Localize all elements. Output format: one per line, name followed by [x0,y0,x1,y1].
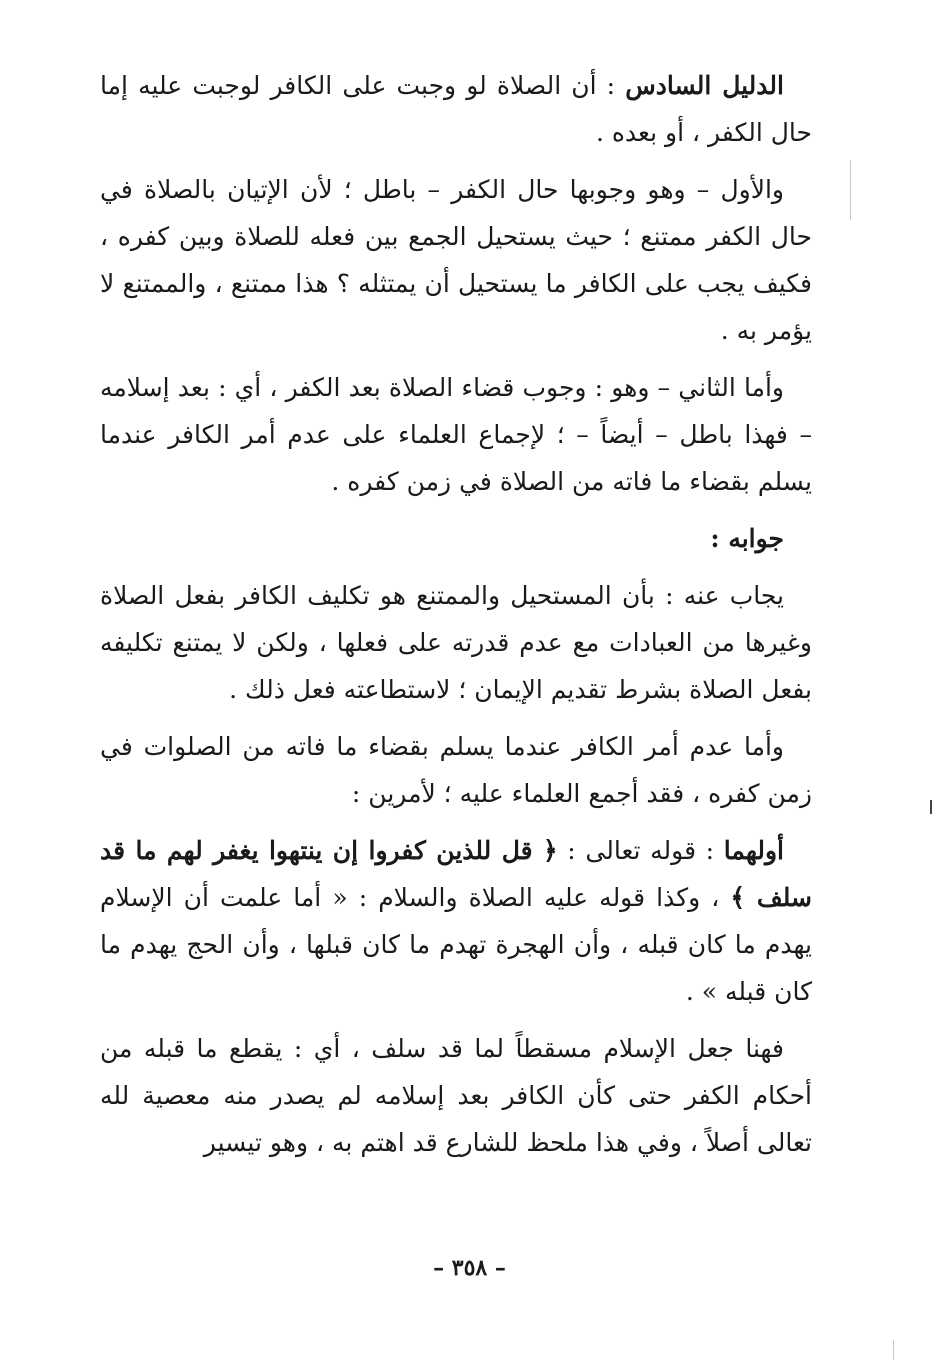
document-body [100,62,812,1176]
paragraph-text: والأول – وهو وجوبها حال الكفر – باطل ؛ لأن الإتيان بالصلاة في حال الكفر ممتنع ؛ حيث يستحيل الجمع بين فعله للصلاة وبين كفره ، فكيف يجب على الكافر ما يستحيل أن يمتثله ؟ هذا ممتنع ، والممتنع لا يؤمر به . [100,175,812,345]
paragraph-text: وأما عدم أمر الكافر عندما يسلم بقضاء ما فاته من الصلوات في زمن كفره ، فقد أجمع العلماء عليه ؛ لأمرين : [100,732,812,808]
scan-edge-mark [930,800,932,814]
paragraph-lead: الدليل السادس [625,71,784,100]
paragraph-text: : أن الصلاة لو وجبت على الكافر لوجبت عليه إما حال الكفر ، أو بعده . [100,71,812,147]
paragraph-text: وأما الثاني – وهو : وجوب قضاء الصلاة بعد الكفر ، أي : بعد إسلامه – فهذا باطل – أيضاً – ؛ لإجماع العلماء على عدم أمر الكافر عندما يسلم بقضاء ما فاته من الصلاة في زمن كفره . [100,373,812,496]
paragraph-evidence-six [100,62,812,156]
scan-margin-line [850,160,851,220]
page-number: – ٣٥٨ – [433,1255,506,1281]
paragraph-no-makeup [100,723,812,817]
section-heading-answer: جوابه : [710,524,784,553]
paragraph-text: يجاب عنه : بأن المستحيل والممتنع هو تكليف الكافر بفعل الصلاة وغيرها من العبادات مع عدم قدرته على فعلها ، ولكن لا يمتنع تكليفه بفعل الصلاة بشرط تقديم الإيمان ؛ لاستطاعته فعل ذلك . [100,581,812,704]
paragraph-first-reason [100,827,812,1015]
paragraph-lead: أولهما [723,836,784,865]
paragraph-answer [100,572,812,713]
quran-quote: ﴿ قل للذين كفروا إن ينتهوا يغفر لهم ما قد سلف ﴾ [100,836,812,912]
paragraph-text: فهنا جعل الإسلام مسقطاً لما قد سلف ، أي : يقطع ما قبله من أحكام الكفر حتى كأن الكافر بعد إسلامه لم يصدر منه معصية لله تعالى أصلاً ، وفي هذا ملحظ للشارع قد اهتم به ، وهو تيسير [100,1034,812,1157]
scan-margin-line [893,1340,894,1360]
paragraph-conclusion [100,1025,812,1166]
paragraph-second-case [100,364,812,505]
paragraph-first-case [100,166,812,354]
paragraph-text: : قوله تعالى : [557,836,724,865]
paragraph-text: ، وكذا قوله عليه الصلاة والسلام : « أما علمت أن الإسلام يهدم ما كان قبله ، وأن الهجرة تهدم ما كان قبلها ، وأن الحج يهدم ما كان قبله » . [100,883,812,1006]
